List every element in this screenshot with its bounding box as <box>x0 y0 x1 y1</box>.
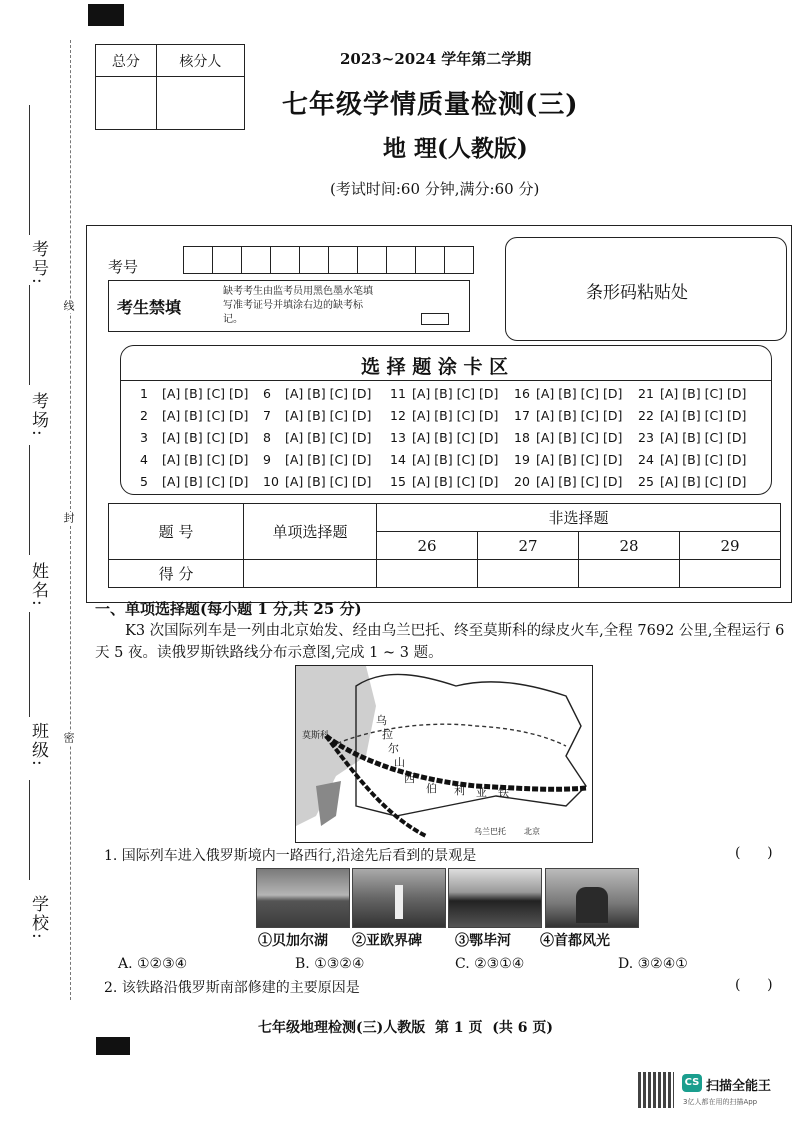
question-number: 19 <box>514 452 530 467</box>
question-number: 11 <box>390 386 406 401</box>
answer-bubble-row[interactable] <box>390 386 498 401</box>
scanner-tagline: 3亿人都在用的扫描App <box>683 1098 758 1106</box>
answer-options[interactable]: [A] [B] [C] [D] <box>660 408 747 423</box>
answer-options[interactable]: [A] [B] [C] [D] <box>162 386 249 401</box>
question-27-header: 27 <box>478 532 579 560</box>
answer-options[interactable]: [A] [B] [C] [D] <box>285 430 372 445</box>
page-footer: 七年级地理检测(三)人教版 第 1 页 (共 6 页) <box>258 1020 553 1036</box>
photo-caption-2: ②亚欧界碑 <box>352 933 422 949</box>
question-26-header: 26 <box>377 532 478 560</box>
map-label-ural-2: 拉 <box>382 728 393 741</box>
map-label-siberia-3: 利 <box>454 784 465 797</box>
exam-no-digit-box[interactable] <box>242 246 271 274</box>
answer-options[interactable]: [A] [B] [C] [D] <box>412 386 499 401</box>
answer-bubble-row[interactable] <box>140 408 248 423</box>
total-score-box <box>95 44 245 130</box>
total-score-label: 总分 <box>96 45 157 77</box>
school-year: 2023~2024 学年第二学期 <box>340 50 532 68</box>
photo-baikal-lake <box>256 868 350 928</box>
russia-railway-map <box>295 665 593 843</box>
checker-label: 核分人 <box>156 45 244 77</box>
answer-options[interactable]: [A] [B] [C] [D] <box>536 474 623 489</box>
choice-a[interactable]: A. ①②③④ <box>118 956 188 972</box>
map-label-ulaanbaatar: 乌兰巴托 <box>474 827 506 836</box>
q28-score-cell[interactable] <box>579 560 680 588</box>
choice-c[interactable]: C. ②③①④ <box>455 956 525 972</box>
score-table <box>108 503 781 588</box>
section-intro: K3 次国际列车是一列由北京始发、经由乌兰巴托、终至莫斯科的绿皮火车,全程 7692 公里,全程运行 6 天 5 夜。读俄罗斯铁路线分布示意图,完成 1 ~ 3 题。 <box>95 623 785 661</box>
photo-caption-4: ④首都风光 <box>540 933 610 949</box>
single-choice-header: 单项选择题 <box>244 504 377 560</box>
question-number: 18 <box>514 430 530 445</box>
answer-options[interactable]: [A] [B] [C] [D] <box>285 408 372 423</box>
map-label-siberia-1: 西 <box>404 772 415 785</box>
question-2-text: 2. 该铁路沿俄罗斯南部修建的主要原因是 <box>104 980 360 996</box>
subject-title: 地 理(人教版) <box>383 135 528 162</box>
question-number: 4 <box>140 452 148 467</box>
question-29-header: 29 <box>680 532 781 560</box>
question-no-header: 题 号 <box>109 504 244 560</box>
answer-options[interactable]: [A] [B] [C] [D] <box>660 430 747 445</box>
question-2-answer-paren[interactable]: ( ) <box>735 977 773 993</box>
map-label-ural-4: 山 <box>394 756 405 769</box>
answer-options[interactable]: [A] [B] [C] [D] <box>412 452 499 467</box>
answer-bubble-row[interactable] <box>638 452 746 467</box>
page-title: 七年级学情质量检测(三) <box>282 90 579 120</box>
choice-area-title: 选 择 题 涂 卡 区 <box>361 356 509 378</box>
answer-options[interactable]: [A] [B] [C] [D] <box>660 452 747 467</box>
question-number: 17 <box>514 408 530 423</box>
answer-bubble-row[interactable] <box>638 474 746 489</box>
question-number: 1 <box>140 386 148 401</box>
map-label-ural-1: 乌 <box>376 714 387 727</box>
answer-options[interactable]: [A] [B] [C] [D] <box>412 430 499 445</box>
answer-bubble-row[interactable] <box>638 430 746 445</box>
answer-bubble-row[interactable] <box>140 474 248 489</box>
question-number: 7 <box>263 408 271 423</box>
exam-no-digit-box[interactable] <box>213 246 242 274</box>
exam-no-digit-box[interactable] <box>387 246 416 274</box>
answer-options[interactable]: [A] [B] [C] [D] <box>285 474 372 489</box>
exam-info: (考试时间:60 分钟,满分:60 分) <box>330 180 540 198</box>
answer-bubble-row[interactable] <box>263 408 371 423</box>
question-number: 5 <box>140 474 148 489</box>
question-number: 6 <box>263 386 271 401</box>
absent-label: 考生禁填 <box>117 298 182 317</box>
answer-options[interactable]: [A] [B] [C] [D] <box>412 474 499 489</box>
registration-mark-top <box>88 4 124 26</box>
exam-no-digit-box[interactable] <box>445 246 474 274</box>
barcode-area <box>505 237 787 341</box>
question-number: 12 <box>390 408 406 423</box>
name-field-label: 姓名: <box>28 562 48 608</box>
exam-no-digit-box[interactable] <box>329 246 358 274</box>
question-number: 9 <box>263 452 271 467</box>
map-label-beijing: 北京 <box>524 827 540 836</box>
question-number: 23 <box>638 430 654 445</box>
answer-options[interactable]: [A] [B] [C] [D] <box>162 430 249 445</box>
exam-no-digit-box[interactable] <box>183 246 213 274</box>
choice-b[interactable]: B. ①③②④ <box>295 956 365 972</box>
class-field-label: 班级: <box>28 722 48 768</box>
answer-options[interactable]: [A] [B] [C] [D] <box>536 386 623 401</box>
answer-bubble-row[interactable] <box>263 386 371 401</box>
seal-line-label: 封 <box>62 512 75 525</box>
question-28-header: 28 <box>579 532 680 560</box>
answer-options[interactable]: [A] [B] [C] [D] <box>660 386 747 401</box>
answer-bubble-row[interactable] <box>390 430 498 445</box>
absent-mark-box[interactable] <box>421 313 449 325</box>
answer-bubble-row[interactable] <box>514 408 622 423</box>
question-number: 20 <box>514 474 530 489</box>
answer-bubble-row[interactable] <box>390 452 498 467</box>
answer-options[interactable]: [A] [B] [C] [D] <box>162 408 249 423</box>
secret-line-label: 密 <box>62 732 75 745</box>
answer-bubble-row[interactable] <box>514 386 622 401</box>
qr-code <box>638 1072 674 1108</box>
answer-options[interactable]: [A] [B] [C] [D] <box>660 474 747 489</box>
scanner-badge-text: CS <box>684 1077 700 1088</box>
question-number: 8 <box>263 430 271 445</box>
total-score-cell[interactable] <box>96 77 157 130</box>
map-label-siberia-5: 铁 <box>498 786 509 799</box>
answer-options[interactable]: [A] [B] [C] [D] <box>536 452 623 467</box>
question-number: 24 <box>638 452 654 467</box>
scanner-app-name: 扫描全能王 <box>706 1079 772 1094</box>
question-number: 25 <box>638 474 654 489</box>
answer-options[interactable]: [A] [B] [C] [D] <box>412 408 499 423</box>
exam-no-digit-box[interactable] <box>416 246 445 274</box>
absent-box <box>108 280 470 332</box>
photo-caption-3: ③鄂毕河 <box>455 933 511 949</box>
answer-options[interactable]: [A] [B] [C] [D] <box>285 386 372 401</box>
exam-no-field-label: 考号: <box>28 240 48 286</box>
non-choice-header: 非选择题 <box>377 504 781 532</box>
map-label-siberia-4: 亚 <box>476 786 487 799</box>
absent-note: 缺考考生由监考员用黑色墨水笔填写准考证号并填涂右边的缺考标记。 <box>223 286 373 325</box>
answer-bubble-row[interactable] <box>390 408 498 423</box>
answer-bubble-row[interactable] <box>638 386 746 401</box>
cut-line-label: 线 <box>62 300 75 313</box>
section-title: 一、单项选择题(每小题 1 分,共 25 分) <box>95 600 362 618</box>
answer-bubble-row[interactable] <box>514 452 622 467</box>
registration-mark-bottom <box>96 1037 130 1055</box>
answer-bubble-row[interactable] <box>140 452 248 467</box>
exam-no-label: 考号 <box>108 258 139 276</box>
question-number: 3 <box>140 430 148 445</box>
q29-score-cell[interactable] <box>680 560 781 588</box>
answer-bubble-row[interactable] <box>514 430 622 445</box>
question-1-answer-paren[interactable]: ( ) <box>735 845 773 861</box>
exam-no-digit-box[interactable] <box>271 246 300 274</box>
exam-no-digit-box[interactable] <box>300 246 329 274</box>
answer-bubble-row[interactable] <box>263 430 371 445</box>
question-number: 21 <box>638 386 654 401</box>
exam-no-digit-box[interactable] <box>358 246 387 274</box>
question-number: 14 <box>390 452 406 467</box>
checker-cell[interactable] <box>156 77 244 130</box>
photo-caption-1: ①贝加尔湖 <box>258 933 328 949</box>
answer-options[interactable]: [A] [B] [C] [D] <box>536 430 623 445</box>
answer-bubble-row[interactable] <box>638 408 746 423</box>
answer-bubble-row[interactable] <box>514 474 622 489</box>
photo-europe-asia-monument <box>352 868 446 928</box>
answer-bubble-row[interactable] <box>390 474 498 489</box>
photo-moscow-capital <box>545 868 639 928</box>
exam-room-field-label: 考场: <box>28 392 48 438</box>
answer-options[interactable]: [A] [B] [C] [D] <box>162 452 249 467</box>
answer-bubble-row[interactable] <box>140 386 248 401</box>
question-number: 22 <box>638 408 654 423</box>
answer-options[interactable]: [A] [B] [C] [D] <box>162 474 249 489</box>
photo-ob-river <box>448 868 542 928</box>
map-label-ural-3: 尔 <box>388 742 399 755</box>
map-label-moscow: 莫斯科 <box>302 731 330 741</box>
answer-bubble-row[interactable] <box>140 430 248 445</box>
question-1-text: 1. 国际列车进入俄罗斯境内一路西行,沿途先后看到的景观是 <box>104 848 477 864</box>
question-number: 15 <box>390 474 406 489</box>
map-graphic <box>296 666 592 842</box>
q26-score-cell[interactable] <box>377 560 478 588</box>
question-number: 13 <box>390 430 406 445</box>
single-choice-score-cell[interactable] <box>244 560 377 588</box>
q27-score-cell[interactable] <box>478 560 579 588</box>
answer-options[interactable]: [A] [B] [C] [D] <box>285 452 372 467</box>
answer-options[interactable]: [A] [B] [C] [D] <box>536 408 623 423</box>
exam-no-boxes <box>183 246 474 274</box>
map-label-siberia-2: 伯 <box>426 782 437 795</box>
barcode-label: 条形码粘贴处 <box>586 283 688 303</box>
question-number: 2 <box>140 408 148 423</box>
answer-bubble-row[interactable] <box>263 452 371 467</box>
question-number: 16 <box>514 386 530 401</box>
question-number: 10 <box>263 474 279 489</box>
school-field-label: 学校: <box>28 895 48 941</box>
answer-bubble-row[interactable] <box>263 474 371 489</box>
choice-d[interactable]: D. ③②④① <box>618 956 688 972</box>
score-row-label: 得 分 <box>109 560 244 588</box>
scanner-badge <box>682 1074 702 1092</box>
